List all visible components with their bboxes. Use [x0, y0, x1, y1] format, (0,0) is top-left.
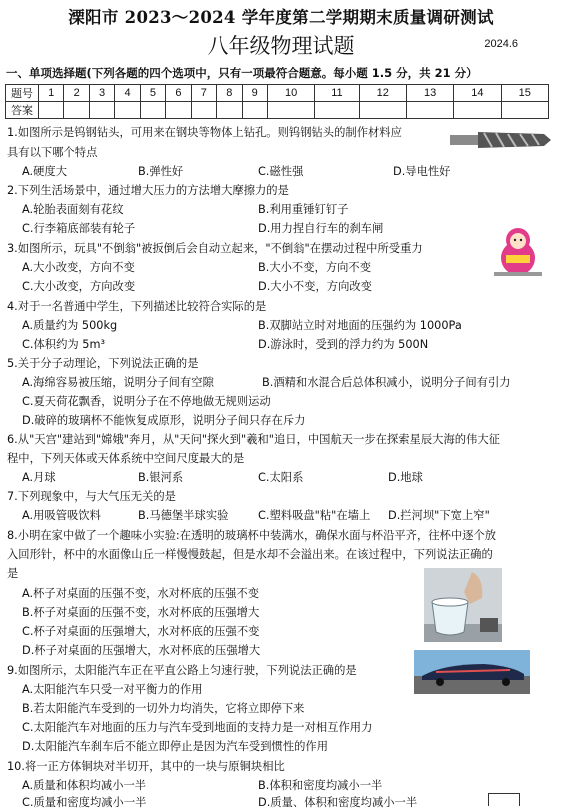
- solar-car-image: [414, 650, 530, 694]
- q6-option-a: A.月球: [22, 471, 56, 484]
- q7-option-b: B.马德堡半球实验: [138, 509, 229, 522]
- question-number-cell: 2: [64, 85, 89, 102]
- answer-cell[interactable]: [89, 102, 114, 119]
- question-number-cell: 14: [454, 85, 501, 102]
- q1-option-d: D.导电性好: [393, 165, 451, 178]
- question-8-stem: 8.小明在家中做了一个趣味小实验:在透明的玻璃杯中装满水，确保水面与杯沿平齐，往杯中逐个放: [7, 529, 497, 542]
- row-label-number: 题号: [6, 85, 39, 102]
- q10-option-a: A.质量和体积均减小一半: [22, 779, 147, 792]
- q3-option-a: A.大小改变，方向不变: [22, 261, 135, 274]
- q3-option-b: B.大小不变，方向不变: [258, 261, 372, 274]
- answer-cell[interactable]: [166, 102, 191, 119]
- q7-option-a: A.用吸管吸饮料: [22, 509, 101, 522]
- q10-option-b: B.体积和密度均减小一半: [258, 779, 383, 792]
- q9-option-d: D.太阳能汽车刹车后不能立即停止是因为汽车受到惯性的作用: [22, 740, 329, 753]
- q9-option-a: A.太阳能汽车只受一对平衡力的作用: [22, 683, 203, 696]
- question-7-stem: 7.下列现象中，与大气压无关的是: [7, 490, 176, 503]
- answer-cell[interactable]: [242, 102, 267, 119]
- q6-option-c: C.太阳系: [258, 471, 304, 484]
- q5-option-a: A.海绵容易被压缩，说明分子间有空隙: [22, 376, 214, 389]
- q1-option-c: C.磁性强: [258, 165, 304, 178]
- question-number-cell: 10: [267, 85, 314, 102]
- answer-cell[interactable]: [191, 102, 216, 119]
- q4-option-c: C.体积约为 5m³: [22, 338, 105, 351]
- exam-date: 2024.6: [484, 38, 518, 50]
- question-4-stem: 4.对于一名普通中学生，下列描述比较符合实际的是: [7, 300, 267, 313]
- question-number-cell: 7: [191, 85, 216, 102]
- q4-option-b: B.双脚站立时对地面的压强约为 1000Pa: [258, 319, 462, 332]
- q9-option-b: B.若太阳能汽车受到的一切外力均消失，它将立即停下来: [22, 702, 305, 715]
- exam-title: 溧阳市 2023～2024 学年度第二学期期末质量调研测试: [68, 8, 494, 27]
- q3-option-c: C.大小改变，方向改变: [22, 280, 136, 293]
- answer-table-number-row: [6, 85, 549, 102]
- q8-option-c: C.杯子对桌面的压强增大，水对杯底的压强不变: [22, 625, 260, 638]
- question-2-stem: 2.下列生活场景中，通过增大压力的方法增大摩擦力的是: [7, 184, 289, 197]
- q8-option-b: B.杯子对桌面的压强不变，水对杯底的压强增大: [22, 606, 260, 619]
- question-6-stem-cont: 程中，下列天体或天体系统中空间尺度最大的是: [7, 452, 245, 465]
- question-number-cell: 15: [501, 85, 548, 102]
- q2-option-d: D.用力捏自行车的刹车闸: [258, 222, 384, 235]
- answer-cell[interactable]: [39, 102, 64, 119]
- copper-cube-image: [488, 793, 520, 806]
- q9-option-c: C.太阳能汽车对地面的压力与汽车受到地面的支持力是一对相互作用力: [22, 721, 373, 734]
- question-number-cell: 5: [140, 85, 165, 102]
- answer-cell[interactable]: [267, 102, 314, 119]
- answer-cell[interactable]: [501, 102, 548, 119]
- question-8-stem-end: 是: [7, 567, 19, 580]
- q10-option-d: D.质量、体积和密度均减小一半: [258, 796, 418, 809]
- question-9-stem: 9.如图所示，太阳能汽车正在平直公路上匀速行驶，下列说法正确的是: [7, 664, 357, 677]
- question-8-stem-cont: 入回形针，杯中的水面像山丘一样慢慢鼓起，但是水却不会溢出来。在该过程中，下列说法正确的: [7, 548, 493, 561]
- question-10-stem: 10.将一正方体铜块对半切开，其中的一块与原铜块相比: [7, 760, 285, 773]
- water-glass-experiment-image: [424, 568, 502, 642]
- q7-option-d: D.拦河坝"下宽上窄": [388, 509, 490, 522]
- question-6-stem: 6.从"天宫"建站到"嫦娥"奔月，从"天问"探火到"羲和"追日，中国航天一步在探索星辰大海的伟大征: [7, 433, 500, 446]
- question-1-stem: 1.如图所示是钨钢钻头，可用来在钢块等物体上钻孔。则钨钢钻头的制作材料应: [7, 126, 402, 139]
- answer-cell[interactable]: [454, 102, 501, 119]
- q6-option-d: D.地球: [388, 471, 423, 484]
- q3-option-d: D.大小不变，方向改变: [258, 280, 372, 293]
- answer-table: [5, 84, 549, 119]
- answer-cell[interactable]: [115, 102, 140, 119]
- q1-option-b: B.弹性好: [138, 165, 184, 178]
- question-number-cell: 4: [115, 85, 140, 102]
- q7-option-c: C.塑料吸盘"粘"在墙上: [258, 509, 371, 522]
- question-number-cell: 12: [359, 85, 406, 102]
- q2-option-c: C.行李箱底部装有轮子: [22, 222, 136, 235]
- q6-option-b: B.银河系: [138, 471, 184, 484]
- question-number-cell: 13: [406, 85, 453, 102]
- question-1-stem-cont: 具有以下哪个特点: [7, 146, 98, 159]
- question-number-cell: 3: [89, 85, 114, 102]
- drill-bit-image: [448, 126, 552, 154]
- tumbler-toy-image: [490, 222, 546, 278]
- q10-option-c: C.质量和密度均减小一半: [22, 796, 147, 809]
- q8-option-a: A.杯子对桌面的压强不变，水对杯底的压强不变: [22, 587, 260, 600]
- answer-cell[interactable]: [315, 102, 359, 119]
- question-number-cell: 1: [39, 85, 64, 102]
- question-5-stem: 5.关于分子动理论，下列说法正确的是: [7, 357, 199, 370]
- answer-cell[interactable]: [64, 102, 89, 119]
- q5-option-c: C.夏天荷花飘香，说明分子在不停地做无规则运动: [22, 395, 271, 408]
- question-number-cell: 6: [166, 85, 191, 102]
- q5-option-d: D.破碎的玻璃杯不能恢复成原形，说明分子间只存在斥力: [22, 414, 306, 427]
- q4-option-d: D.游泳时，受到的浮力约为 500N: [258, 338, 429, 351]
- answer-cell[interactable]: [217, 102, 242, 119]
- answer-cell[interactable]: [406, 102, 453, 119]
- question-number-cell: 11: [315, 85, 359, 102]
- q5-option-b: B.酒精和水混合后总体积减小，说明分子间有引力: [262, 376, 511, 389]
- section-heading: 一、单项选择题(下列各题的四个选项中，只有一项最符合题意。每小题 1.5 分，共 21 分）: [6, 66, 478, 80]
- q2-option-b: B.利用重锤钉钉子: [258, 203, 349, 216]
- exam-subtitle: 八年级物理试题: [207, 34, 355, 58]
- question-3-stem: 3.如图所示，玩具"不倒翁"被扳倒后会自动立起来，"不倒翁"在摆动过程中所受重力: [7, 242, 423, 255]
- row-label-answer: 答案: [6, 102, 39, 119]
- q4-option-a: A.质量约为 500kg: [22, 319, 118, 332]
- q8-option-d: D.杯子对桌面的压强增大，水对杯底的压强增大: [22, 644, 261, 657]
- answer-cell[interactable]: [359, 102, 406, 119]
- answer-cell[interactable]: [140, 102, 165, 119]
- question-number-cell: 9: [242, 85, 267, 102]
- q2-option-a: A.轮胎表面刻有花纹: [22, 203, 124, 216]
- answer-table-answer-row: [6, 102, 549, 119]
- question-number-cell: 8: [217, 85, 242, 102]
- q1-option-a: A.硬度大: [22, 165, 68, 178]
